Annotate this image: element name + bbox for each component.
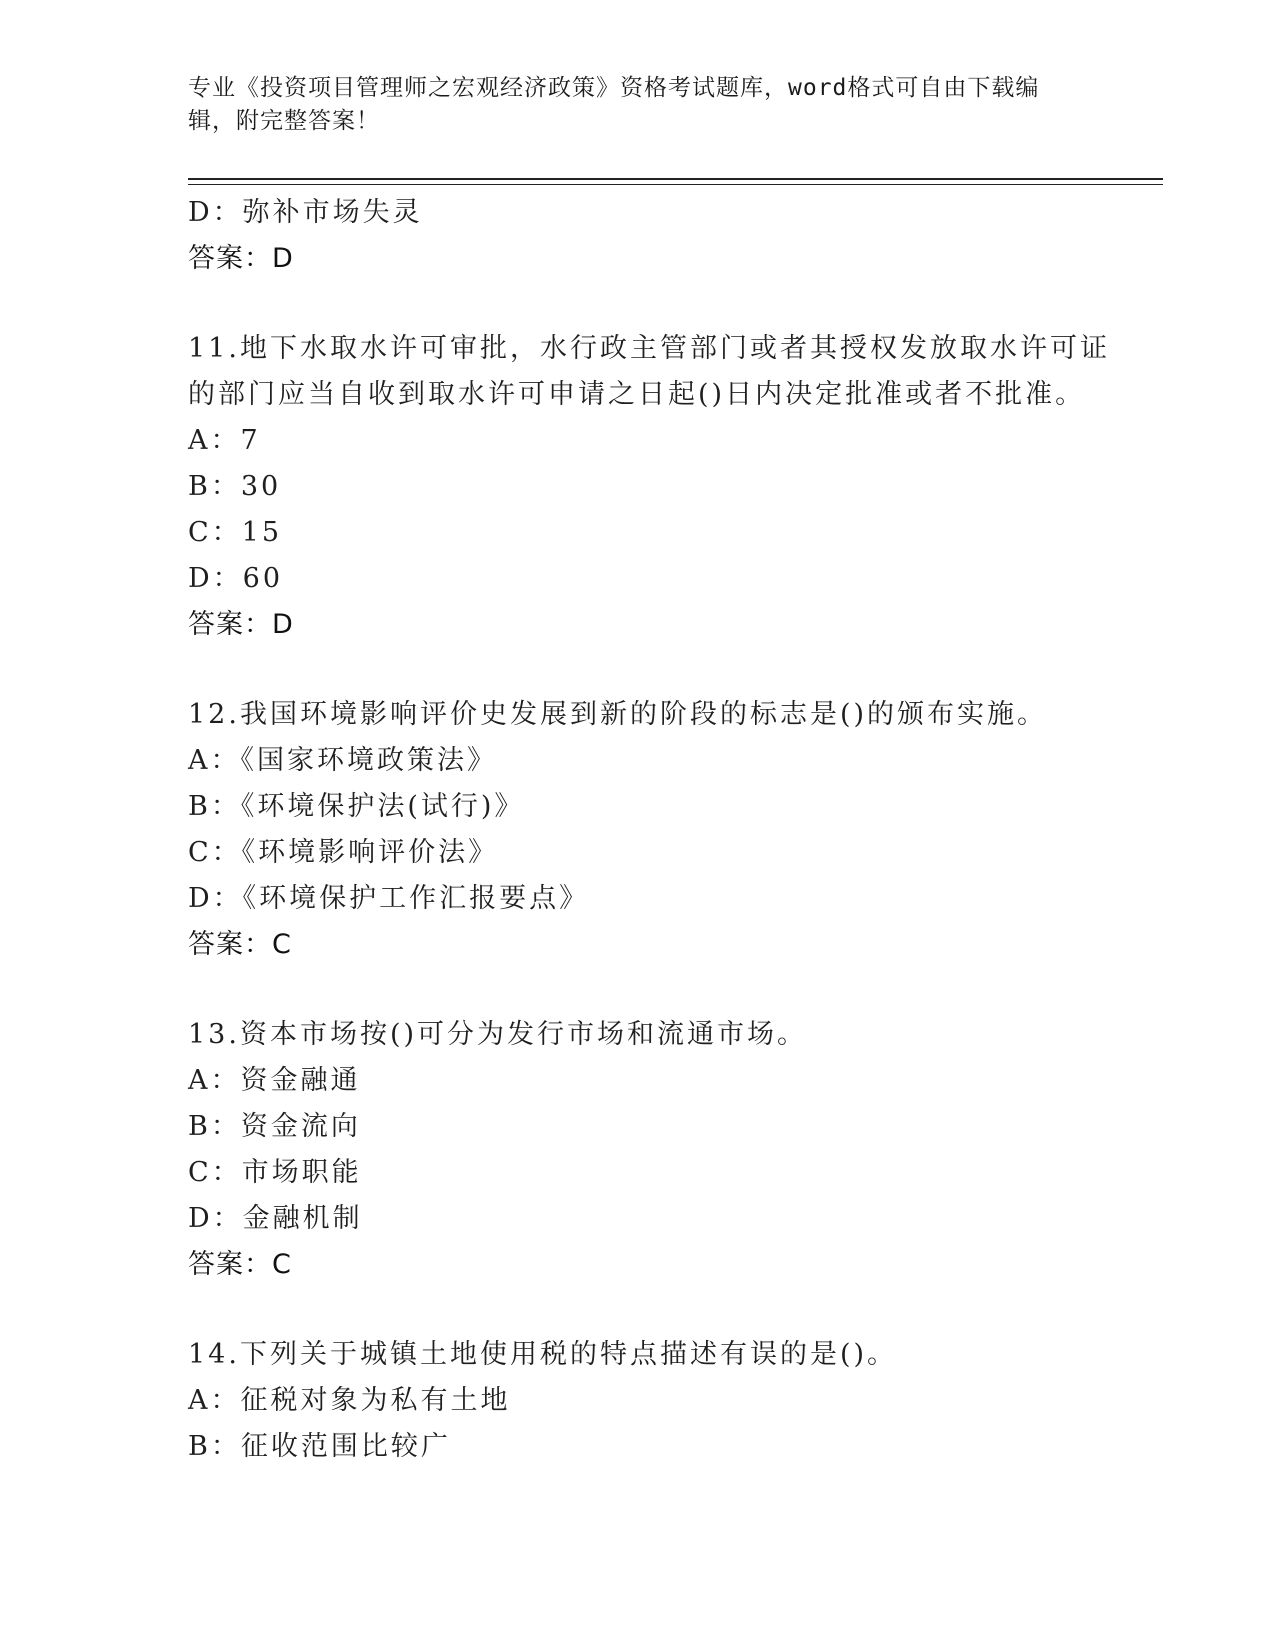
spacer <box>188 648 1163 692</box>
answer-line: 答案：C <box>188 929 292 960</box>
option-d: D：60 <box>188 563 284 594</box>
document-header <box>188 72 1088 138</box>
question-14 <box>188 1332 1163 1470</box>
header-line-1: 专业《投资项目管理师之宏观经济政策》资格考试题库，word格式可自由下载编 <box>188 75 1040 101</box>
option-b: B：30 <box>188 471 282 502</box>
option-a: A：资金融通 <box>188 1065 361 1096</box>
answer-line: 答案：C <box>188 1249 292 1280</box>
option-a: A：《国家环境政策法》 <box>188 745 497 776</box>
header-line-2: 辑，附完整答案！ <box>188 108 380 134</box>
option-c: C：《环境影响评价法》 <box>188 837 499 868</box>
question-stem: 11.地下水取水许可审批，水行政主管部门或者其授权发放取水许可证 <box>188 333 1110 364</box>
option-d: D：《环境保护工作汇报要点》 <box>188 883 590 914</box>
question-stem: 13.资本市场按()可分为发行市场和流通市场。 <box>188 1019 808 1050</box>
question-content <box>188 190 1163 1470</box>
option-a: A：7 <box>188 425 261 456</box>
spacer <box>188 282 1163 326</box>
question-stem-cont: 的部门应当自收到取水许可申请之日起()日内决定批准或者不批准。 <box>188 379 1086 410</box>
question-stem: 14.下列关于城镇土地使用税的特点描述有误的是()。 <box>188 1339 898 1370</box>
header-divider-thin <box>188 184 1163 185</box>
header-divider-thick <box>188 178 1163 180</box>
option-b: B：资金流向 <box>188 1111 361 1142</box>
option-c: C：市场职能 <box>188 1157 362 1188</box>
answer-line: 答案：D <box>188 609 294 640</box>
question-11 <box>188 326 1163 648</box>
answer-line: 答案：D <box>188 243 294 274</box>
question-12 <box>188 692 1163 968</box>
option-b: B：《环境保护法(试行)》 <box>188 791 525 822</box>
option-a: A：征税对象为私有土地 <box>188 1385 511 1416</box>
spacer <box>188 968 1163 1012</box>
spacer <box>188 1288 1163 1332</box>
option-c: C：15 <box>188 517 283 548</box>
option-d: D：弥补市场失灵 <box>188 197 423 228</box>
option-d: D：金融机制 <box>188 1203 363 1234</box>
question-13 <box>188 1012 1163 1288</box>
question-stem: 12.我国环境影响评价史发展到新的阶段的标志是()的颁布实施。 <box>188 699 1048 730</box>
option-b: B：征收范围比较广 <box>188 1431 451 1462</box>
